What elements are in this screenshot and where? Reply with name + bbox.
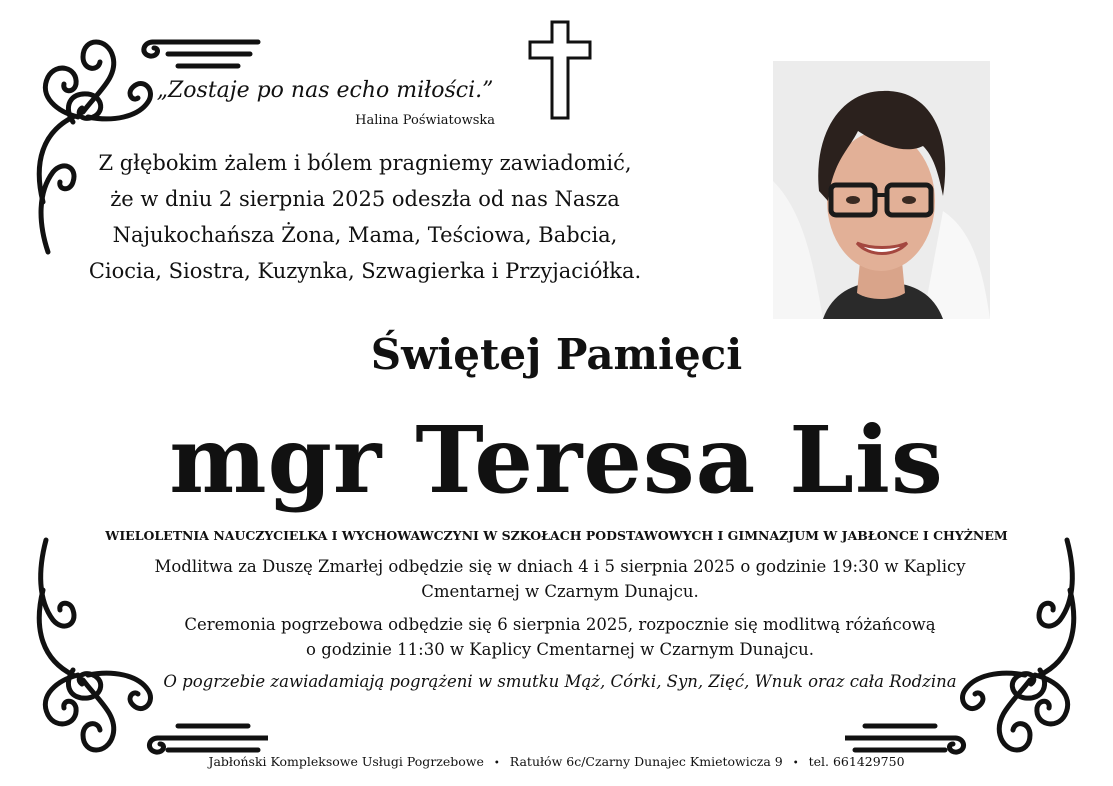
prayer-line: Modlitwa za Duszę Zmarłej odbędzie się w dniach 4 i 5 sierpnia 2025 o godzinie 19:30 w Kaplicy <box>154 557 966 576</box>
deceased-name: mgr Teresa Lis <box>169 406 944 514</box>
cross-icon <box>528 20 592 120</box>
footer <box>0 754 1113 769</box>
ceremony-line: Ceremonia pogrzebowa odbędzie się 6 sierpnia 2025, rozpocznie się modlitwą różańcową <box>184 615 936 634</box>
prayer-info <box>140 554 980 604</box>
announcement-line: Z głębokim żalem i bólem pragniemy zawiadomić, <box>98 151 632 175</box>
announcement-line: Najukochańsza Żona, Mama, Teściowa, Babcia, <box>112 223 618 247</box>
quote-text: „Zostaje po nas echo miłości.” <box>156 78 494 103</box>
portrait-photo <box>773 61 990 319</box>
occupation-line: WIELOLETNIA NAUCZYCIELKA I WYCHOWAWCZYNI W SZKOŁACH PODSTAWOWYCH I GIMNAZJUM W JABŁONCE I CHYŻNEM <box>105 528 1008 543</box>
footer-address: Ratułów 6c/Czarny Dunajec Kmietowicza 9 <box>509 754 783 769</box>
ceremony-line: o godzinie 11:30 w Kaplicy Cmentarnej w Czarnym Dunajcu. <box>306 640 814 659</box>
footer-separator: • <box>792 758 799 769</box>
announcement-text <box>80 145 650 289</box>
family-note: O pogrzebie zawiadamiają pogrążeni w smutku Mąż, Córki, Syn, Zięć, Wnuk oraz cała Rodzina <box>163 672 957 691</box>
memorial-heading: Świętej Pamięci <box>370 330 743 379</box>
announcement-line: że w dniu 2 sierpnia 2025 odeszła od nas Nasza <box>110 187 620 211</box>
quote-author: Halina Poświatowska <box>355 113 495 128</box>
prayer-line: Cmentarnej w Czarnym Dunajcu. <box>421 582 699 601</box>
ceremony-info <box>140 612 980 662</box>
announcement-line: Ciocia, Siostra, Kuzynka, Szwagierka i Przyjaciółka. <box>88 259 642 283</box>
footer-phone: tel. 661429750 <box>808 754 905 769</box>
footer-separator: • <box>493 758 500 769</box>
footer-company: Jabłoński Kompleksowe Usługi Pogrzebowe <box>208 754 484 769</box>
